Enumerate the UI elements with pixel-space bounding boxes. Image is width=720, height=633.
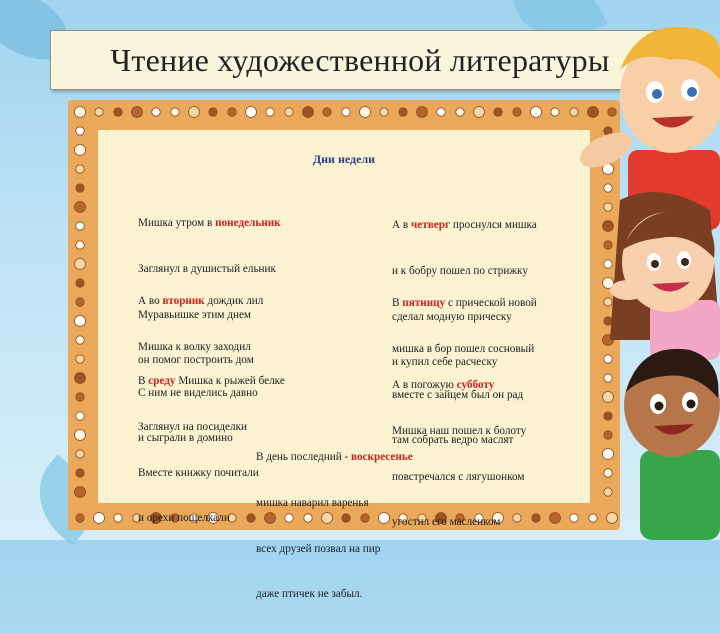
stanza-sunday — [256, 420, 413, 633]
border-dot — [604, 146, 612, 154]
border-dot — [342, 108, 350, 116]
border-dot — [603, 164, 614, 175]
stanza-line: Мишка утром в понедельник — [138, 217, 281, 230]
day-highlight: воскресенье — [351, 451, 413, 464]
border-dot — [604, 412, 612, 420]
stanza-line: Заглянул в душистый ельник — [138, 263, 276, 276]
stanza-line: он помог построить дом — [138, 354, 254, 367]
border-dot — [76, 450, 84, 458]
stanza-line: В пятницу с прической новой — [392, 297, 537, 310]
border-dot — [603, 278, 614, 289]
poem-paper — [98, 130, 590, 601]
border-dot — [303, 107, 314, 118]
border-dot — [228, 108, 236, 116]
border-dot — [189, 107, 200, 118]
border-dot — [604, 469, 612, 477]
border-dot — [171, 108, 179, 116]
day-highlight: среду — [148, 375, 176, 388]
stanza-line: угостил его масленком — [392, 516, 501, 529]
stanza-line: и сыграли в домино — [138, 432, 233, 445]
border-dot — [76, 336, 84, 344]
girl-illustration — [610, 192, 720, 360]
border-dot — [603, 335, 614, 346]
stanza-line: вместе с зайцем был он рад — [392, 388, 524, 401]
border-dot — [607, 513, 618, 524]
stanza-line: и к бобру пошел по стрижку — [392, 265, 528, 278]
stanza-line: там собрать ведро маслят — [392, 434, 514, 447]
border-dot — [75, 259, 86, 270]
border-dot — [513, 108, 521, 116]
stanza-line: Заглянул на посиделки — [138, 421, 248, 434]
stanza-line: и купил себе расческу — [392, 356, 498, 369]
border-dot — [76, 393, 84, 401]
poem-title: Дни недели — [312, 152, 376, 166]
border-dot — [604, 184, 612, 192]
stanza-line: сделал модную прическу — [392, 310, 512, 323]
day-highlight: вторник — [162, 295, 205, 308]
stanza-line: В день последний - воскресенье — [256, 451, 413, 464]
border-dot — [494, 108, 502, 116]
border-dot — [604, 488, 612, 496]
stanza-line: А во вторник дождик лил — [138, 295, 264, 308]
border-dot — [589, 514, 597, 522]
border-dot — [209, 108, 217, 116]
border-dot — [152, 108, 160, 116]
day-highlight: понедельник — [215, 217, 281, 230]
border-dot — [604, 355, 612, 363]
stanza-line: Муравьишке этим днем — [138, 308, 252, 321]
border-dot — [323, 108, 331, 116]
border-dot — [456, 108, 464, 116]
border-dot — [608, 108, 616, 116]
stanza-line: даже птичек не забыл. — [256, 588, 363, 601]
slide-title: Чтение художественной литературы — [110, 41, 610, 78]
border-dot — [76, 184, 84, 192]
border-dot — [474, 107, 485, 118]
border-dot — [76, 298, 84, 306]
day-highlight: субботу — [456, 379, 495, 392]
border-dot — [95, 108, 103, 116]
border-dot — [132, 107, 143, 118]
border-dot — [604, 260, 612, 268]
border-dot — [266, 108, 274, 116]
poem-frame — [68, 100, 620, 601]
border-dot — [380, 108, 388, 116]
border-dot — [603, 221, 614, 232]
border-dot — [75, 430, 86, 441]
border-dot — [94, 513, 105, 524]
border-dot — [604, 241, 612, 249]
stanza-line: мишка наварил варенья — [256, 497, 369, 510]
border-dot — [417, 107, 428, 118]
border-dot — [603, 392, 614, 403]
border-dot — [76, 279, 84, 287]
border-dot — [246, 107, 257, 118]
border-dot — [604, 203, 612, 211]
stanza-line: всех друзей позвал на пир — [256, 542, 381, 555]
slide-title-box — [50, 30, 670, 90]
border-dot — [75, 202, 86, 213]
day-highlight: четверг — [410, 219, 451, 232]
border-dot — [551, 108, 559, 116]
border-dot — [114, 514, 122, 522]
border-dot — [76, 469, 84, 477]
stanza-line: и орехи пощелкали — [138, 512, 230, 525]
border-dot — [75, 373, 86, 384]
border-dot — [604, 317, 612, 325]
border-dot — [76, 355, 84, 363]
stanza-line: Мишка к волку заходил — [138, 341, 251, 354]
stanza-line: В среду Мишка к рыжей белке — [138, 375, 285, 388]
border-dot — [531, 107, 542, 118]
stanza-line: С ним не виделись давно — [138, 386, 258, 399]
border-dot — [588, 107, 599, 118]
stanza-line: мишка в бор пошел сосновый — [392, 343, 535, 356]
border-dot — [75, 145, 86, 156]
dark-boy-illustration — [624, 349, 720, 540]
border-dot — [604, 431, 612, 439]
border-dot — [76, 514, 84, 522]
border-dot — [76, 222, 84, 230]
border-dot — [437, 108, 445, 116]
border-dot — [76, 165, 84, 173]
stanza-line: А в четверг проснулся мишка — [392, 219, 537, 232]
border-dot — [75, 487, 86, 498]
border-dot — [604, 374, 612, 382]
border-dot — [604, 298, 612, 306]
border-dot — [114, 108, 122, 116]
day-highlight: пятницу — [402, 297, 446, 310]
border-dot — [550, 513, 561, 524]
border-dot — [75, 107, 86, 118]
stanza-line: Вместе книжку почитали — [138, 466, 259, 479]
border-dot — [570, 108, 578, 116]
border-dot — [532, 514, 540, 522]
border-dot — [76, 241, 84, 249]
border-dot — [399, 108, 407, 116]
border-dot — [76, 412, 84, 420]
border-dot — [285, 108, 293, 116]
border-dot — [570, 514, 578, 522]
stanza-line: повстречался с лягушонком — [392, 470, 525, 483]
border-dot — [360, 107, 371, 118]
border-dot — [75, 316, 86, 327]
border-dot — [76, 127, 84, 135]
border-dot — [603, 449, 614, 460]
stanza-line: Мишка наш пошел к болоту — [392, 425, 527, 438]
stanza-line: А в погожую субботу — [392, 379, 495, 392]
border-dot — [604, 127, 612, 135]
